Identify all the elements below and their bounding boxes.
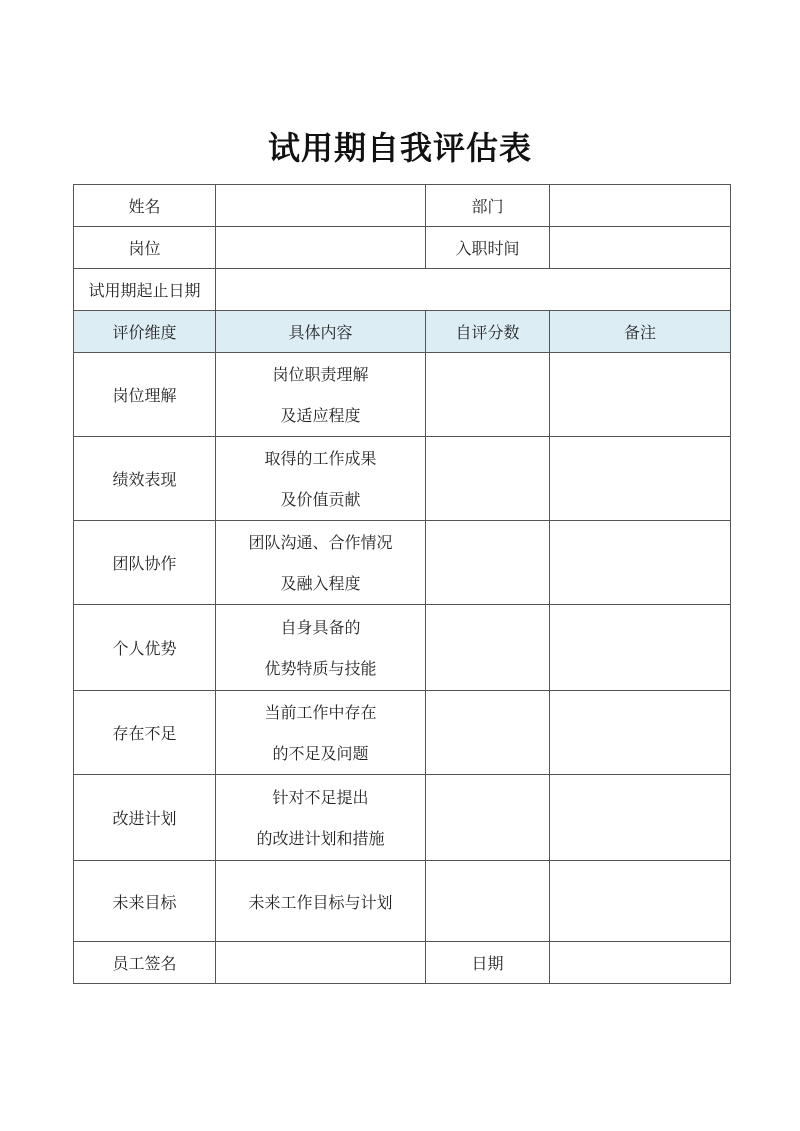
content-line: 及价值贡献	[280, 489, 361, 509]
content-cell	[216, 521, 426, 605]
remark-input-cell[interactable]	[550, 521, 731, 605]
remark-input-cell[interactable]	[550, 691, 731, 775]
score-input-cell[interactable]	[426, 605, 550, 691]
header-content: 具体内容	[216, 311, 426, 353]
dimension-cell: 岗位理解	[74, 353, 216, 437]
hire-date-label: 入职时间	[426, 227, 550, 269]
content-line: 取得的工作成果	[264, 448, 377, 468]
content-line: 及融入程度	[280, 573, 361, 593]
dimension-cell: 绩效表现	[74, 437, 216, 521]
content-cell: 未来工作目标与计划	[216, 861, 426, 942]
score-input-cell[interactable]	[426, 775, 550, 861]
signature-label: 员工签名	[74, 942, 216, 984]
content-line: 优势特质与技能	[264, 658, 377, 678]
signature-row	[74, 942, 731, 984]
page-title: 试用期自我评估表	[267, 129, 532, 167]
name-dept-row	[74, 185, 731, 227]
score-input-cell[interactable]	[426, 353, 550, 437]
hire-date-input-cell[interactable]	[550, 227, 731, 269]
remark-input-cell[interactable]	[550, 437, 731, 521]
content-cell	[216, 605, 426, 691]
dept-input-cell[interactable]	[550, 185, 731, 227]
position-label: 岗位	[74, 227, 216, 269]
content-cell	[216, 775, 426, 861]
content-line: 岗位职责理解	[272, 364, 369, 384]
table-row	[74, 775, 731, 861]
header-dimension: 评价维度	[74, 311, 216, 353]
score-input-cell[interactable]	[426, 861, 550, 942]
header-remark: 备注	[550, 311, 731, 353]
score-input-cell[interactable]	[426, 437, 550, 521]
remark-input-cell[interactable]	[550, 861, 731, 942]
dimension-cell: 团队协作	[74, 521, 216, 605]
dimension-cell: 个人优势	[74, 605, 216, 691]
remark-input-cell[interactable]	[550, 353, 731, 437]
content-cell	[216, 437, 426, 521]
table-row	[74, 605, 731, 691]
content-line: 当前工作中存在	[264, 702, 377, 722]
content-line: 及适应程度	[280, 405, 361, 425]
probation-period-label: 试用期起止日期	[74, 269, 216, 311]
table-row	[74, 861, 731, 942]
dimension-cell: 未来目标	[74, 861, 216, 942]
table-row	[74, 437, 731, 521]
dimension-cell: 改进计划	[74, 775, 216, 861]
header-score: 自评分数	[426, 311, 550, 353]
evaluation-form-table	[73, 184, 731, 984]
date-input-cell[interactable]	[550, 942, 731, 984]
probation-row	[74, 269, 731, 311]
position-hire-row	[74, 227, 731, 269]
probation-period-input-cell[interactable]	[216, 269, 731, 311]
signature-input-cell[interactable]	[216, 942, 426, 984]
name-label: 姓名	[74, 185, 216, 227]
table-row	[74, 353, 731, 437]
position-input-cell[interactable]	[216, 227, 426, 269]
dept-label: 部门	[426, 185, 550, 227]
content-line: 的不足及问题	[272, 743, 369, 763]
date-label: 日期	[426, 942, 550, 984]
content-line: 针对不足提出	[272, 787, 369, 807]
score-input-cell[interactable]	[426, 691, 550, 775]
content-line: 的改进计划和措施	[256, 828, 385, 848]
remark-input-cell[interactable]	[550, 775, 731, 861]
content-cell	[216, 691, 426, 775]
score-input-cell[interactable]	[426, 521, 550, 605]
name-input-cell[interactable]	[216, 185, 426, 227]
table-row	[74, 521, 731, 605]
table-header-row	[74, 311, 731, 353]
content-cell	[216, 353, 426, 437]
remark-input-cell[interactable]	[550, 605, 731, 691]
table-row	[74, 691, 731, 775]
content-line: 团队沟通、合作情况	[248, 532, 393, 552]
content-line: 自身具备的	[280, 617, 361, 637]
dimension-cell: 存在不足	[74, 691, 216, 775]
